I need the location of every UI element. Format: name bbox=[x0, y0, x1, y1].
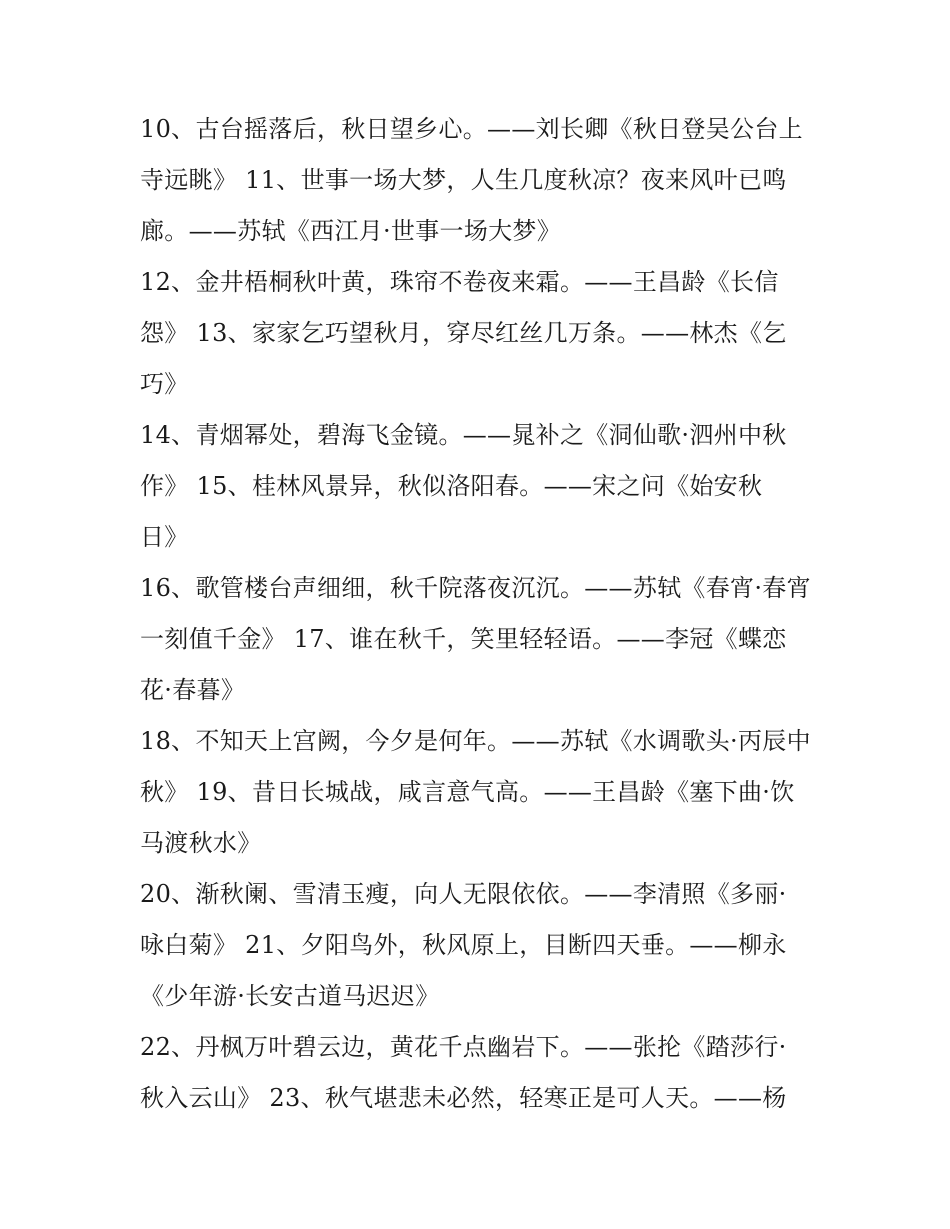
text-line: 秋》 19、昔日长城战，咸言意气高。——王昌龄《塞下曲·饮 bbox=[140, 778, 795, 806]
text-line: 18、不知天上宫阙，今夕是何年。——苏轼《水调歌头·丙辰中 bbox=[140, 727, 811, 755]
text-line: 16、歌管楼台声细细，秋千院落夜沉沉。——苏轼《春宵·春宵 bbox=[140, 574, 811, 602]
text-line: 咏白菊》 21、夕阳鸟外，秋风原上，目断四天垂。——柳永 bbox=[140, 931, 787, 959]
text-line: 巧》 bbox=[140, 370, 189, 398]
text-line: 日》 bbox=[140, 523, 189, 551]
text-line: 花·春暮》 bbox=[140, 676, 246, 704]
text-line: 一刻值千金》 17、谁在秋千，笑里轻轻语。——李冠《蝶恋 bbox=[140, 625, 787, 653]
text-line: 14、青烟幂处，碧海飞金镜。——晁补之《洞仙歌·泗州中秋 bbox=[140, 421, 787, 449]
text-line: 《少年游·长安古道马迟迟》 bbox=[140, 982, 440, 1010]
text-line: 怨》 13、家家乞巧望秋月，穿尽红丝几万条。——林杰《乞 bbox=[140, 319, 787, 347]
text-line: 马渡秋水》 bbox=[140, 829, 262, 857]
text-line: 10、古台摇落后，秋日望乡心。——刘长卿《秋日登吴公台上 bbox=[140, 115, 803, 143]
text-line: 廊。——苏轼《西江月·世事一场大梦》 bbox=[140, 217, 562, 245]
text-line: 作》 15、桂林风景异，秋似洛阳春。——宋之问《始安秋 bbox=[140, 472, 763, 500]
text-line: 12、金井梧桐秋叶黄，珠帘不卷夜来霜。——王昌龄《长信 bbox=[140, 268, 779, 296]
text-line: 秋入云山》 23、秋气堪悲未必然，轻寒正是可人天。——杨 bbox=[140, 1084, 787, 1112]
text-line: 寺远眺》 11、世事一场大梦，人生几度秋凉？夜来风叶已鸣 bbox=[140, 166, 787, 194]
text-line: 22、丹枫万叶碧云边，黄花千点幽岩下。——张抡《踏莎行· bbox=[140, 1033, 787, 1061]
poem-quote-list bbox=[140, 104, 820, 1124]
text-line: 20、渐秋阑、雪清玉瘦，向人无限依依。——李清照《多丽· bbox=[140, 880, 787, 908]
